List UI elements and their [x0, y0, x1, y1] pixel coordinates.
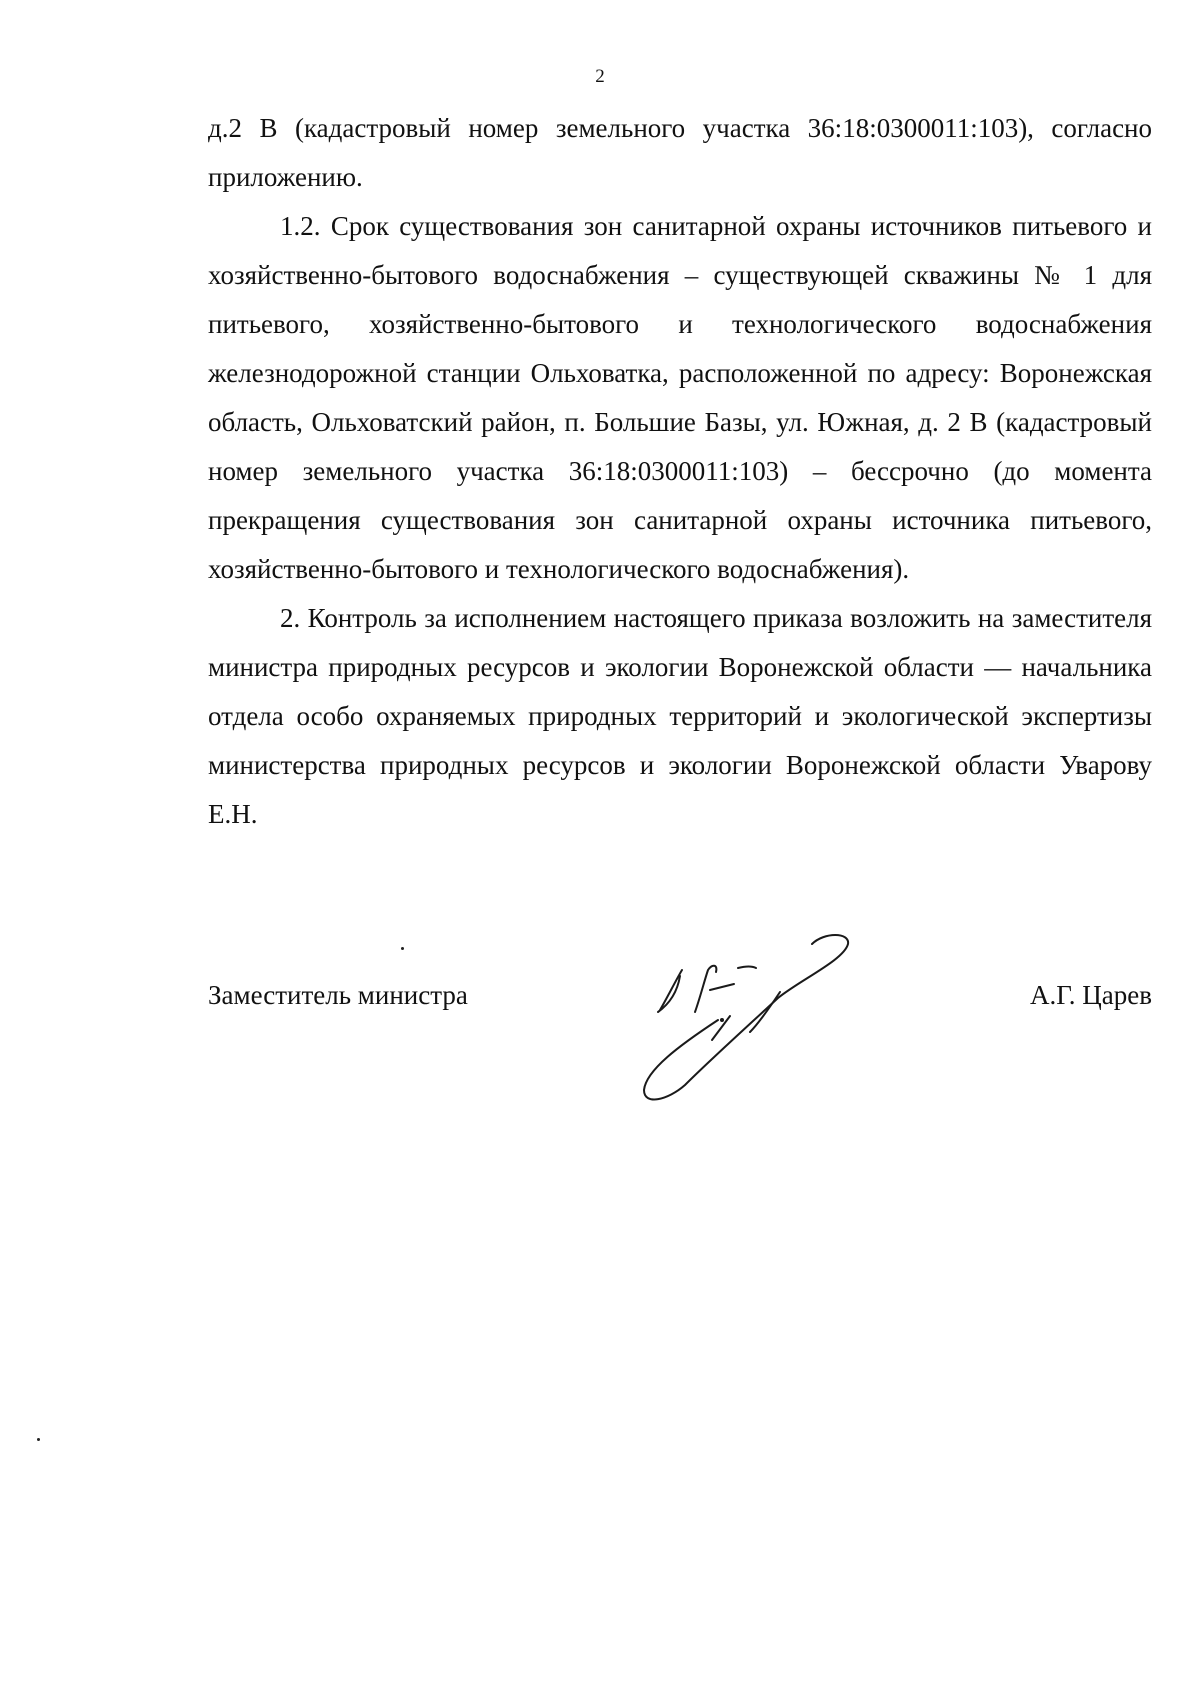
document-body: [208, 104, 1152, 839]
signer-title: Заместитель министра: [208, 980, 468, 1010]
paragraph-continuation: д.2 В (кадастровый номер земельного участка 36:18:0300011:103), согласно приложению.: [208, 113, 1152, 192]
paragraph-clause-2: 2. Контроль за исполнением настоящего приказа возложить на заместителя министра природных ресурсов и экологии Воронежской области — начальника отдела особо охраняемых природных территорий и экологической экспертизы министерства природных ресурсов и экологии Воронежской области Уварову Е.Н.: [208, 603, 1152, 829]
page-number: 2: [595, 66, 605, 87]
handwritten-signature: [600, 920, 930, 1110]
paragraph-clause-1-2: 1.2. Срок существования зон санитарной охраны источников питьевого и хозяйственно-бытового водоснабжения – существующей скважины № 1 для питьевого, хозяйственно-бытового и технологического водоснабжения железнодорожной станции Ольховатка, расположенной по адресу: Воронежская область, Ольховатский район, п. Большие Базы, ул. Южная, д. 2 В (кадастровый номер земельного участка 36:18:0300011:103) – бессрочно (до момента прекращения существования зон санитарной охраны источника питьевого, хозяйственно-бытового и технологического водоснабжения).: [208, 211, 1152, 584]
scan-speck: [401, 947, 404, 950]
scan-speck: [37, 1438, 40, 1441]
signer-name: А.Г. Царев: [1029, 980, 1152, 1010]
